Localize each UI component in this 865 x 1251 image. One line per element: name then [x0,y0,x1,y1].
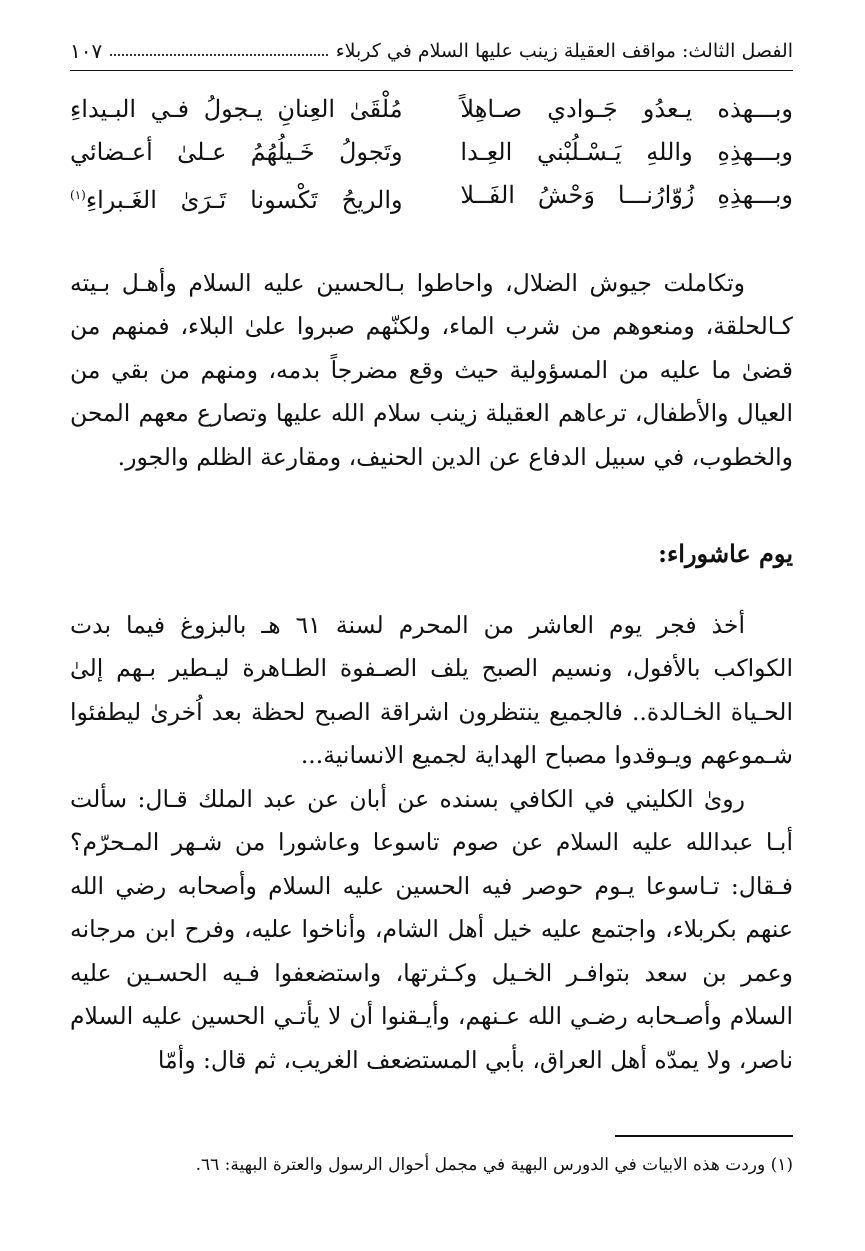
poem [70,88,793,222]
verse-second-hemistich [70,174,403,222]
verse-second-hemistich: وتَجولُ خَـيلُهُمُ عـلىٰ أعـضائي [70,138,403,166]
poem-verse [70,174,793,222]
page-number: ١٠٧ [70,39,103,63]
paragraph-dawn: أخذ فجر يوم العاشر من المحرم لسنة ٦١ هـ بالبزوغ فيما بدت الكواكب بالأفول، ونسيم الصبح يلف الصـفوة الطـاهرة ليـطير بـهم إلىٰ الحـياة الخـالدة.. فالجميع ينتظرون اشراقة الصبح لحظة بعد اُخرىٰ ليطفئوا شـموعهم ويـوقدوا مصباح الهداية لجميع الانسانية... [70,610,793,769]
running-header [70,34,793,71]
paragraph-narration: روىٰ الكليني في الكافي بسنده عن أبان عن عبد الملك قـال: سألت أبـا عبدالله عليه السلام عن صوم تاسوعا وعاشورا من شـهر المـحرّم؟ فـقال: تـاسوعا يـوم حوصر فيه الحسين عليه السلام وأصحابه رضي الله عنهم بكربلاء، واجتمع عليه خيل أهل الشام، وأناخوا عليه، وفرح ابن مرجانه وعمر بن سعد بتوافـر الخـيل وكـثرتها، واستضعفوا فـيه الحسـين عليه السلام وأصـحابه رضـي الله عـنهم، وأيـقنوا أن لا يأتـي الحسين عليه السلام ناصر، ولا يمدّه أهل العراق، بأبي المستضعف الغريب، ثم قال: وأمّا [70,784,793,1074]
poem-verse [70,88,793,131]
verse-first-hemistich: وبـــهذه يـعدُو جَـوادي صـاهِلاً [460,95,793,123]
section-heading: يوم عاشوراء: [658,539,793,568]
poem-verse [70,131,793,174]
leader-dots [110,54,328,56]
footnote-divider [615,1135,793,1137]
chapter-title: الفصل الثالث: مواقف العقيلة زينب عليها السلام في كربلاء [335,40,793,62]
hemistich-text: والريحُ تَكْسونا تَـرَىٰ الغَـبراءِ [85,186,403,214]
paragraph-siege: وتكاملت جيوش الضلال، واحاطوا بـالحسين عليه السلام وأهـل بـيته كـالحلقة، ومنعوهم من شرب الماء، ولكنّهم صبروا علىٰ البلاء، فمنهم من قضىٰ ما عليه من المسؤولية حيث وقع مضرجاً بدمه، ومنهم من بقي من العيال والأطفال، ترعاهم العقيلة زينب سلام الله عليها وتصارع معهم المحن والخطوب، في سبيل الدفاع عن الدين الحنيف، ومقارعة الظلم والجور. [70,268,793,471]
footnote: (١) وردت هذه الابيات في الدورس البهية في مجمل أحوال الرسول والعترة البهية: ٦٦. [195,1155,793,1175]
footnote-marker: (١) [70,188,86,202]
verse-second-hemistich: مُلْقَىٰ العِنانِ يـجولُ فـي البـيداءِ [70,95,403,123]
verse-first-hemistich: وبـــهذِهِ واللهِ يَـسْـلُبْني العِـدا [460,138,793,166]
verse-first-hemistich: وبـــهذِهِ زُوّارُنـــا وَحْشُ الفَــلا [460,181,793,209]
